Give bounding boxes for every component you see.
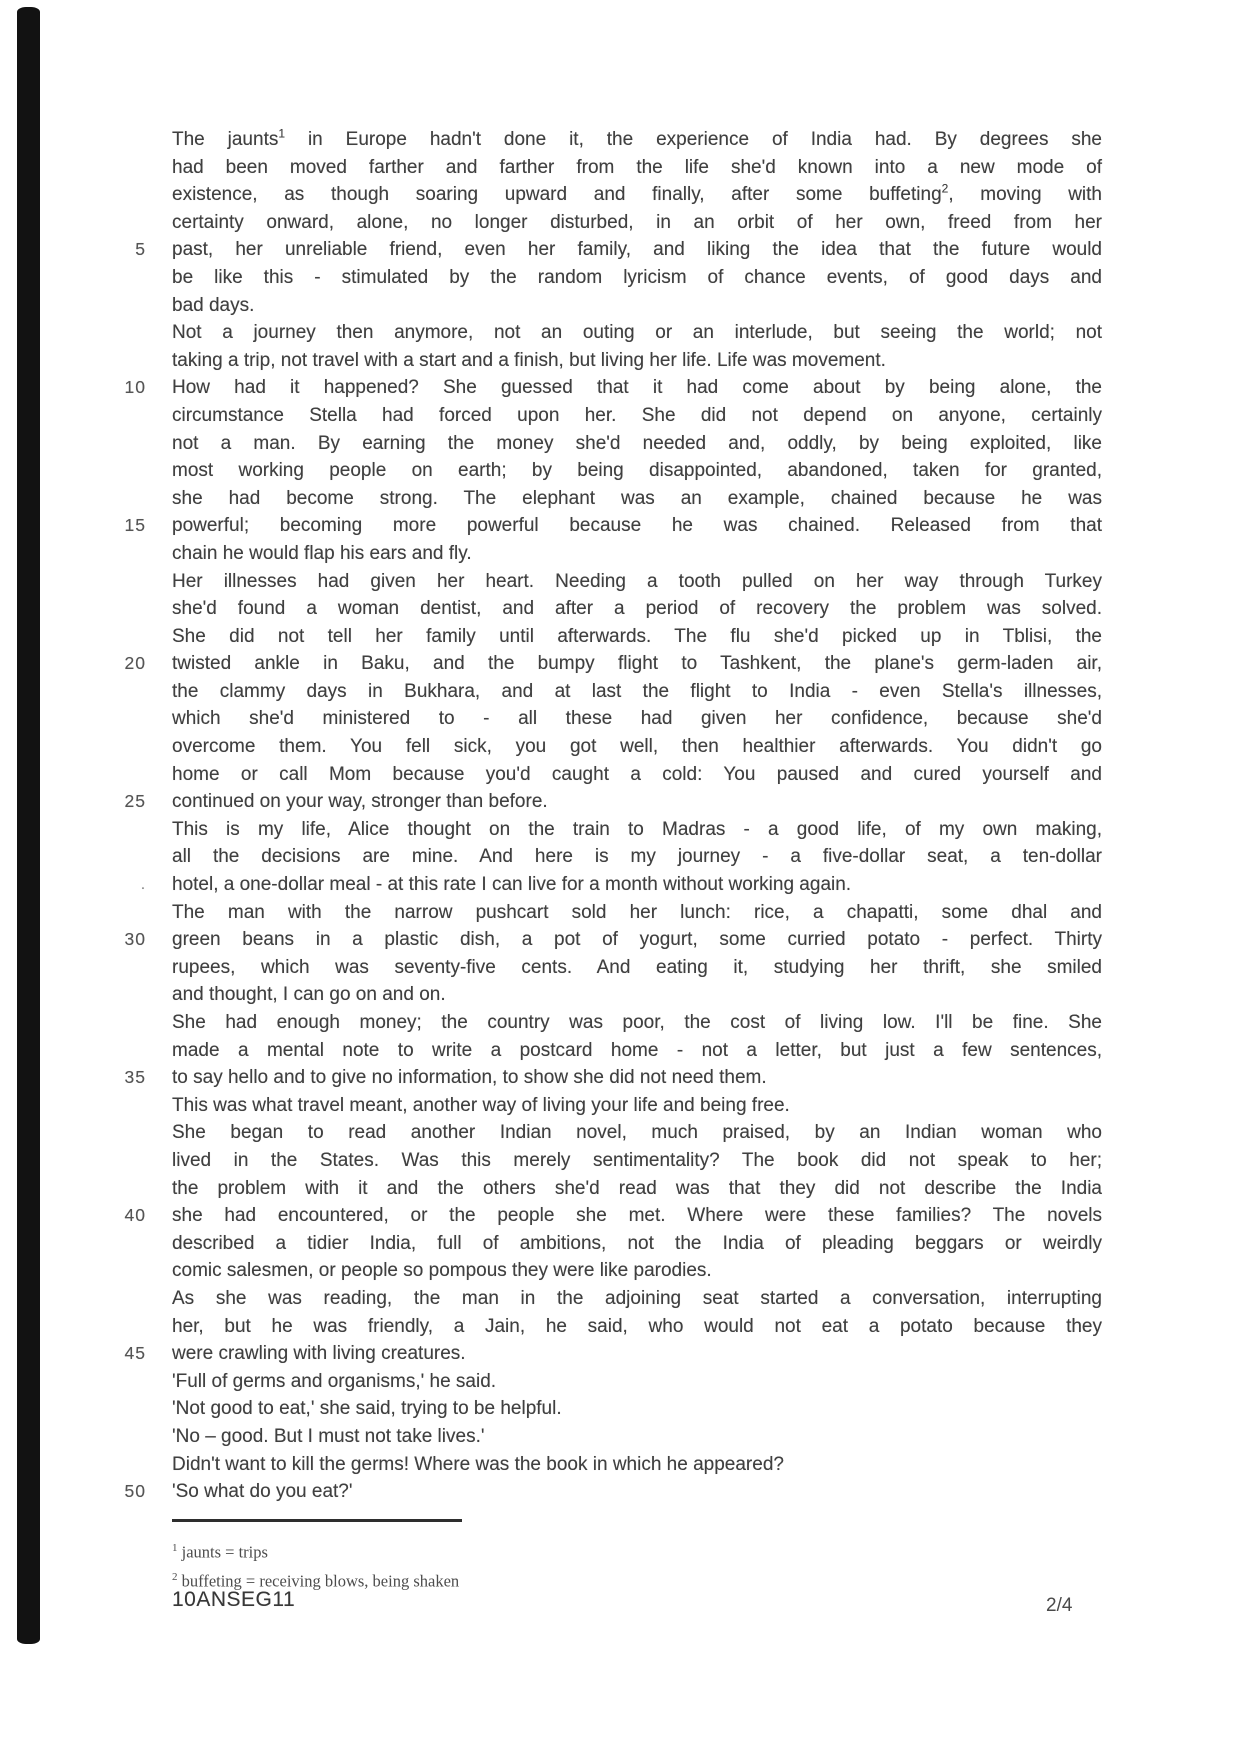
passage-line: [124, 1202, 1102, 1230]
passage-line: [172, 347, 1102, 375]
passage-line: [172, 568, 1102, 596]
passage-line: [172, 485, 1102, 513]
passage-line: [124, 650, 1102, 678]
line-text-pre: she had encountered, or the people she met. Where were these families? The novels: [172, 1205, 1102, 1227]
passage-line: [172, 1451, 1102, 1479]
reading-passage: [124, 126, 1103, 1506]
line-text-pre: most working people on earth; by being disappointed, abandoned, taken for granted,: [172, 460, 1102, 482]
footnote-1-marker: 1: [172, 1542, 178, 1554]
line-number: 20: [124, 653, 146, 674]
line-text-pre: comic salesmen, or people so pompous they were like parodies.: [172, 1260, 712, 1282]
line-text-post: , moving with: [948, 184, 1103, 206]
line-text-pre: she'd found a woman dentist, and after a period of recovery the problem was solved.: [172, 598, 1102, 620]
line-text-pre: How had it happened? She guessed that it had come about by being alone, the: [172, 377, 1102, 399]
line-text-pre: bad days.: [172, 294, 255, 316]
line-text-pre: to say hello and to give no information, to show she did not need them.: [172, 1067, 767, 1089]
passage-line: [124, 788, 1102, 816]
passage-lines: [124, 126, 1103, 1506]
line-text-pre: the problem with it and the others she'd read was that they did not describe the India: [172, 1177, 1102, 1199]
passage-line: [172, 595, 1102, 623]
line-text-pre: had been moved farther and farther from the life she'd known into a new mode of: [172, 156, 1102, 178]
passage-line: [172, 1230, 1102, 1258]
line-text-pre: past, her unreliable friend, even her family, and liking the idea that the future would: [172, 239, 1102, 261]
line-text-post: in Europe hadn't done it, the experience of India had. By degrees she: [285, 129, 1102, 150]
line-number: 45: [124, 1343, 146, 1364]
line-text-pre: existence, as though soaring upward and finally, after some buffeting: [172, 184, 942, 206]
passage-line: [172, 954, 1102, 982]
passage-line: [172, 430, 1102, 458]
passage-line: [172, 981, 1102, 1009]
line-text-pre: she had become strong. The elephant was an example, chained because he was: [172, 487, 1102, 509]
line-text-pre: As she was reading, the man in the adjoining seat started a conversation, interrupting: [172, 1287, 1102, 1309]
line-text-pre: This is my life, Alice thought on the train to Madras - a good life, of my own making,: [172, 818, 1102, 840]
passage-line: [172, 733, 1102, 761]
line-number: .: [140, 876, 146, 894]
passage-line: [124, 1064, 1102, 1092]
passage-line: [172, 126, 1102, 154]
line-text-pre: home or call Mom because you'd caught a cold: You paused and cured yourself and: [172, 763, 1102, 785]
line-number: 40: [124, 1205, 146, 1226]
passage-line: [172, 678, 1102, 706]
passage-line: [172, 816, 1102, 844]
line-text-pre: She began to read another Indian novel, much praised, by an Indian woman who: [172, 1122, 1102, 1144]
line-text-pre: all the decisions are mine. And here is my journey - a five-dollar seat, a ten-dollar: [172, 846, 1102, 868]
line-text-pre: which she'd ministered to - all these had given her confidence, because she'd: [172, 708, 1102, 730]
passage-line: [172, 1285, 1102, 1313]
line-text-pre: The jaunts: [172, 129, 279, 150]
footnote-2-marker: 2: [172, 1570, 178, 1583]
passage-line: [172, 1009, 1102, 1037]
line-text-pre: 'No – good. But I must not take lives.': [172, 1425, 485, 1447]
passage-line: [135, 236, 1102, 264]
footnote-2-text: buffeting = receiving blows, being shaken: [181, 1571, 460, 1590]
passage-line: [172, 457, 1102, 485]
passage-line: [172, 540, 1102, 568]
passage-line: [124, 1478, 1102, 1506]
passage-line: [124, 512, 1102, 540]
passage-line: [172, 1368, 1102, 1396]
line-text-pre: 'Not good to eat,' she said, trying to be helpful.: [172, 1398, 562, 1420]
passage-line: [172, 623, 1102, 651]
passage-line: [172, 1037, 1102, 1065]
line-text-pre: hotel, a one-dollar meal - at this rate I can live for a month without working again.: [172, 874, 852, 896]
passage-line: [172, 402, 1102, 430]
passage-line: [172, 1119, 1102, 1147]
passage-line: [172, 705, 1102, 733]
line-text-pre: described a tidier India, full of ambitions, not the India of pleading beggars or weirdly: [172, 1232, 1102, 1254]
passage-line: [172, 154, 1102, 182]
line-number: 25: [124, 791, 146, 812]
passage-line: [172, 1092, 1102, 1120]
passage-line: [172, 319, 1102, 347]
line-text-pre: chain he would flap his ears and fly.: [172, 542, 472, 564]
passage-line: [172, 181, 1102, 209]
line-text-pre: twisted ankle in Baku, and the bumpy flight to Tashkent, the plane's germ-laden air,: [172, 653, 1102, 675]
line-text-pre: Didn't want to kill the germs! Where was the book in which he appeared?: [172, 1453, 784, 1475]
line-number: 10: [124, 377, 146, 398]
footnote-ref: 1: [278, 126, 286, 141]
passage-line: [172, 1423, 1102, 1451]
passage-line: [172, 843, 1102, 871]
line-text-pre: The man with the narrow pushcart sold her lunch: rice, a chapatti, some dhal and: [172, 901, 1102, 923]
passage-line: [124, 374, 1102, 402]
line-text-pre: taking a trip, not travel with a start and a finish, but living her life. Life was movement.: [172, 349, 886, 371]
passage-line: [124, 926, 1102, 954]
passage-line: [172, 761, 1102, 789]
line-text-pre: This was what travel meant, another way of living your life and being free.: [172, 1094, 790, 1116]
footnote-rule: [172, 1519, 462, 1522]
line-number: 15: [124, 515, 146, 536]
line-text-pre: powerful; becoming more powerful because he was chained. Released from that: [172, 515, 1102, 537]
line-text-pre: and thought, I can go on and on.: [172, 984, 446, 1006]
line-text-pre: certainty onward, alone, no longer disturbed, in an orbit of her own, freed from her: [172, 211, 1102, 233]
passage-line: [172, 899, 1102, 927]
line-text-pre: were crawling with living creatures.: [172, 1343, 466, 1365]
line-text-pre: be like this - stimulated by the random lyricism of chance events, of good days and: [172, 266, 1102, 288]
line-text-pre: 'Full of germs and organisms,' he said.: [172, 1370, 497, 1392]
line-text-pre: She did not tell her family until afterwards. The flu she'd picked up in Tblisi, the: [172, 625, 1102, 647]
passage-line: [140, 871, 1102, 899]
passage-line: [172, 209, 1102, 237]
line-text-pre: continued on your way, stronger than before.: [172, 791, 548, 813]
passage-line: [172, 264, 1102, 292]
line-text-pre: made a mental note to write a postcard home - not a letter, but just a few sentences,: [172, 1039, 1102, 1061]
passage-line: [172, 1175, 1102, 1203]
line-number: 5: [135, 239, 146, 260]
passage-line: [172, 1395, 1102, 1423]
line-number: 35: [124, 1067, 146, 1088]
passage-line: [172, 1147, 1102, 1175]
footnote-ref: 2: [941, 181, 949, 196]
document-code: 10ANSEG11: [172, 1588, 296, 1611]
footnote-1-text: jaunts = trips: [181, 1542, 268, 1562]
line-text-pre: Her illnesses had given her heart. Needing a tooth pulled on her way through Turkey: [172, 570, 1102, 592]
footnote-1: [172, 1536, 732, 1565]
passage-line: [172, 1313, 1102, 1341]
passage-line: [172, 292, 1102, 320]
line-text-pre: circumstance Stella had forced upon her. She did not depend on anyone, certainly: [172, 404, 1102, 426]
page-indicator: 2/4: [1046, 1595, 1073, 1616]
passage-line: [124, 1340, 1102, 1368]
line-text-pre: overcome them. You fell sick, you got well, then healthier afterwards. You didn't go: [172, 736, 1102, 758]
line-text-pre: She had enough money; the country was poor, the cost of living low. I'll be fine. She: [172, 1012, 1102, 1033]
line-number: 50: [124, 1481, 146, 1502]
line-text-pre: not a man. By earning the money she'd needed and, oddly, by being exploited, like: [172, 432, 1102, 454]
line-text-pre: the clammy days in Bukhara, and at last the flight to India - even Stella's illnesses,: [172, 680, 1102, 702]
line-text-pre: green beans in a plastic dish, a pot of yogurt, some curried potato - perfect. Thirty: [172, 929, 1102, 951]
line-text-pre: Not a journey then anymore, not an outing or an interlude, but seeing the world; not: [172, 322, 1102, 344]
scan-edge-artifact: [17, 7, 40, 1644]
line-number: 30: [124, 929, 146, 950]
line-text-pre: rupees, which was seventy-five cents. And eating it, studying her thrift, she smiled: [172, 956, 1102, 978]
passage-line: [172, 1257, 1102, 1285]
line-text-pre: lived in the States. Was this merely sentimentality? The book did not speak to her;: [172, 1149, 1102, 1171]
line-text-pre: her, but he was friendly, a Jain, he said, who would not eat a potato because they: [172, 1315, 1102, 1337]
line-text-pre: 'So what do you eat?': [172, 1481, 353, 1503]
footnotes-block: [172, 1519, 732, 1593]
